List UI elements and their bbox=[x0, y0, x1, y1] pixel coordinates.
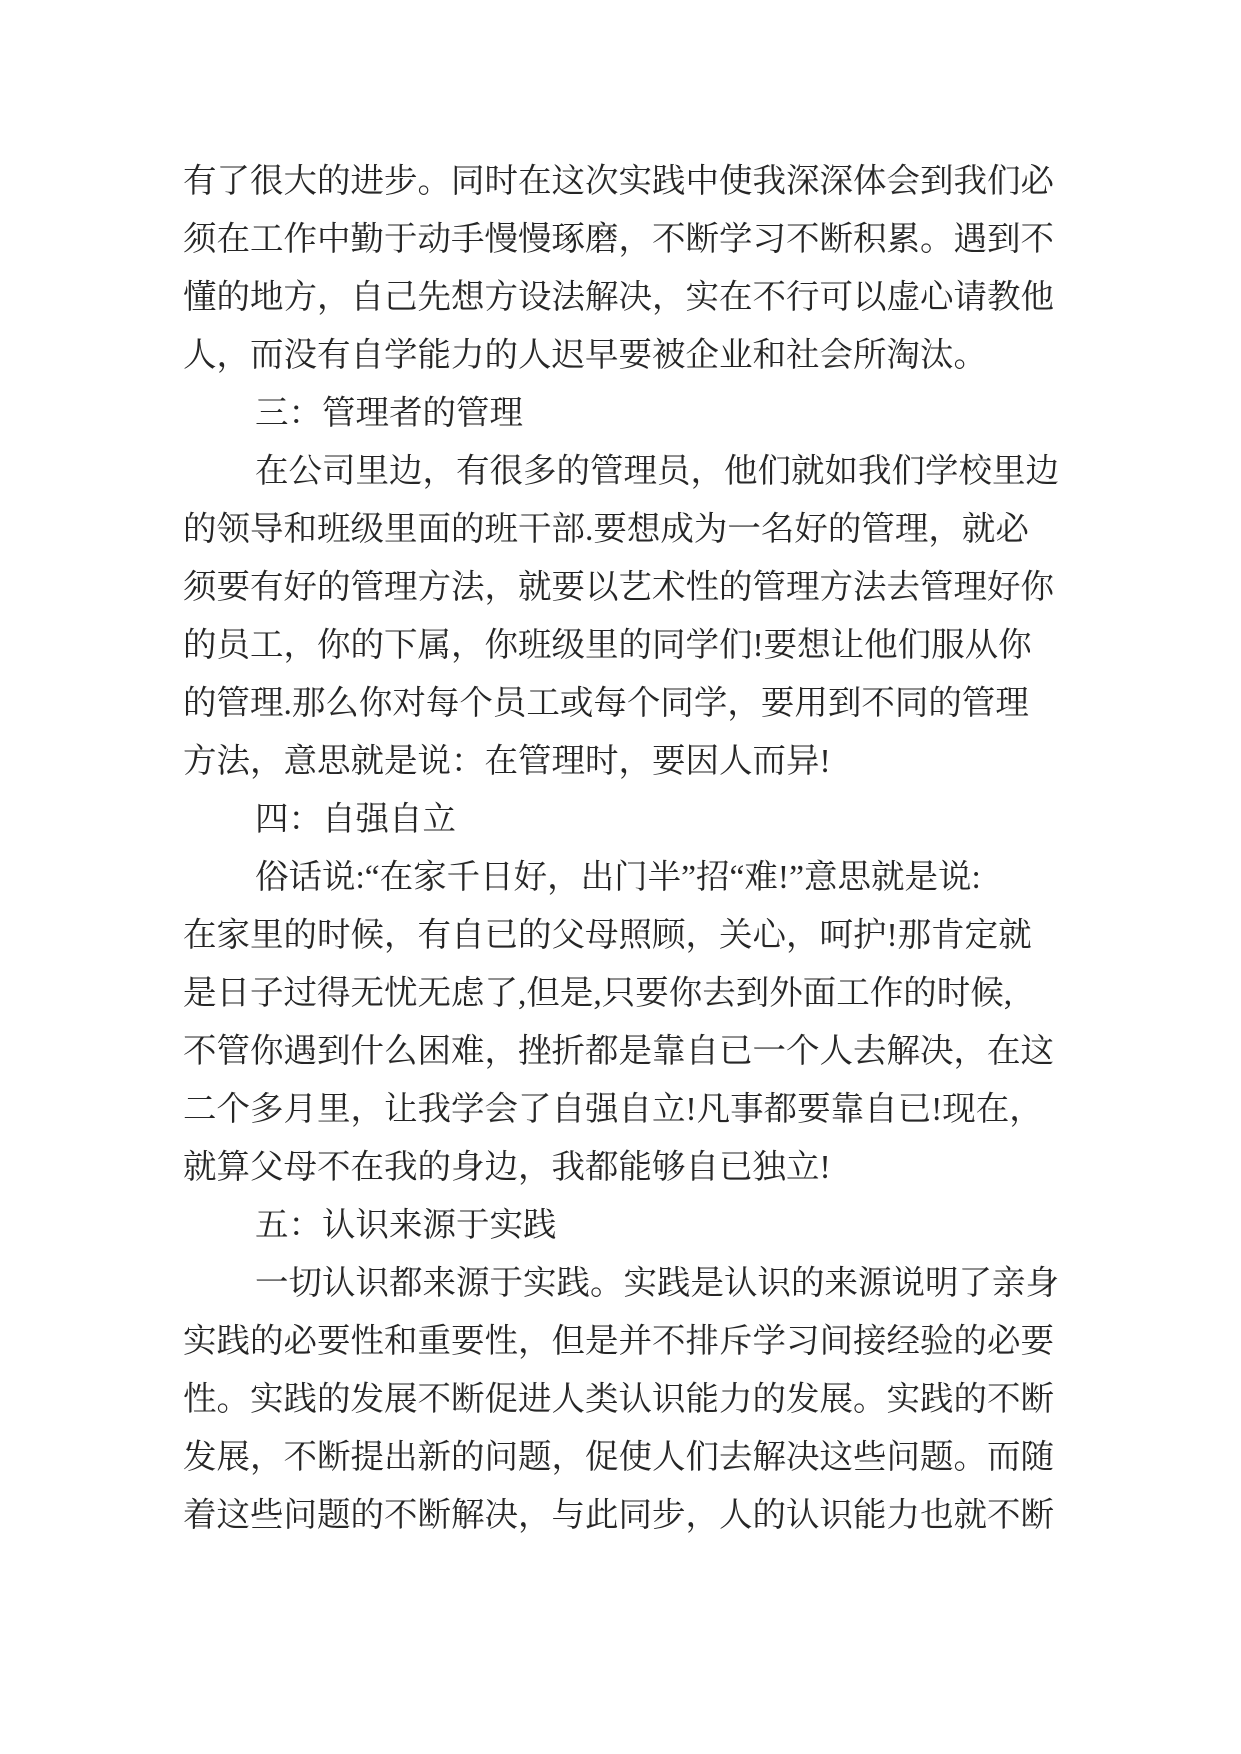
paragraph-line: 俗话说:“在家千日好，出门半”招“难!”意思就是说: bbox=[255, 859, 981, 896]
paragraph-line: 在公司里边，有很多的管理员，他们就如我们学校里边 bbox=[255, 453, 1059, 490]
section-heading: 四：自强自立 bbox=[255, 801, 456, 838]
paragraph-line: 的员工，你的下属，你班级里的同学们!要想让他们服从你 bbox=[183, 627, 1032, 664]
paragraph-line: 的领导和班级里面的班干部.要想成为一名好的管理，就必 bbox=[183, 511, 1029, 548]
section-heading: 三：管理者的管理 bbox=[255, 395, 523, 432]
paragraph-line: 发展，不断提出新的问题，促使人们去解决这些问题。而随 bbox=[183, 1439, 1054, 1476]
paragraph-line: 性。实践的发展不断促进人类认识能力的发展。实践的不断 bbox=[183, 1381, 1054, 1418]
paragraph-line: 不管你遇到什么困难，挫折都是靠自已一个人去解决，在这 bbox=[183, 1033, 1054, 1070]
paragraph-line: 就算父母不在我的身边，我都能够自已独立! bbox=[183, 1149, 831, 1186]
paragraph-line: 在家里的时候，有自已的父母照顾，关心，呵护!那肯定就 bbox=[183, 917, 1032, 954]
paragraph-line: 须在工作中勤于动手慢慢琢磨，不断学习不断积累。遇到不 bbox=[183, 221, 1054, 258]
paragraph-line: 二个多月里，让我学会了自强自立!凡事都要靠自已!现在， bbox=[183, 1091, 1043, 1128]
paragraph-line: 人，而没有自学能力的人迟早要被企业和社会所淘汰。 bbox=[183, 337, 987, 374]
paragraph-line: 有了很大的进步。同时在这次实践中使我深深体会到我们必 bbox=[183, 163, 1054, 200]
paragraph-line: 是日子过得无忧无虑了,但是,只要你去到外面工作的时候, bbox=[183, 975, 1013, 1012]
paragraph-line: 懂的地方，自己先想方设法解决，实在不行可以虚心请教他 bbox=[183, 279, 1054, 316]
paragraph-line: 一切认识都来源于实践。实践是认识的来源说明了亲身 bbox=[255, 1265, 1059, 1302]
paragraph-line: 方法，意思就是说：在管理时，要因人而异! bbox=[183, 743, 831, 780]
paragraph-line: 须要有好的管理方法，就要以艺术性的管理方法去管理好你 bbox=[183, 569, 1054, 606]
document-body bbox=[183, 153, 1063, 1545]
paragraph-line: 的管理.那么你对每个员工或每个同学，要用到不同的管理 bbox=[183, 685, 1029, 722]
section-heading: 五：认识来源于实践 bbox=[255, 1207, 557, 1244]
paragraph-line: 实践的必要性和重要性，但是并不排斥学习间接经验的必要 bbox=[183, 1323, 1054, 1360]
paragraph-line: 着这些问题的不断解决，与此同步，人的认识能力也就不断 bbox=[183, 1497, 1054, 1534]
